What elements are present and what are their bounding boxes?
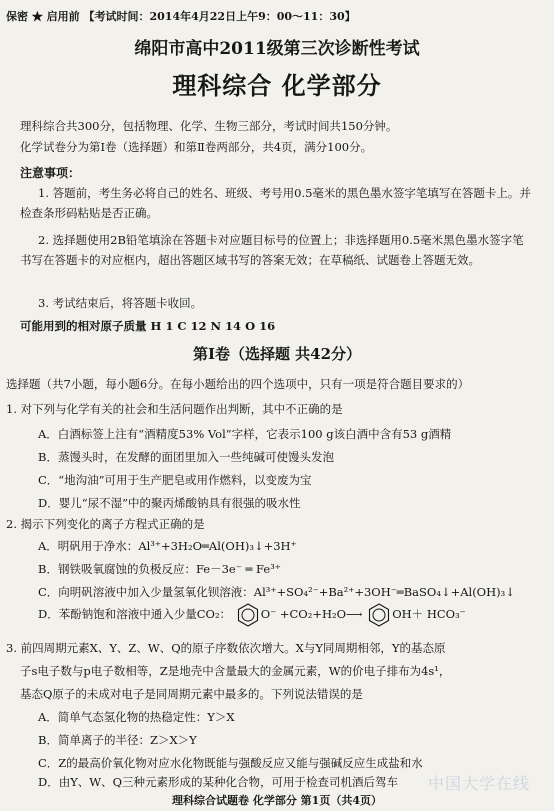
- section-description: 选择题（共7小题，每小题6分。在每小题给出的四个选项中，只有一项是符合题目要求的）: [6, 377, 470, 391]
- question-3-line-3: 基态Q原子的未成对电子是同周期元素中最多的。下列说法错误的是: [20, 687, 363, 701]
- question-3-line-1: 3. 前四周期元素X、Y、Z、W、Q的原子序数依次增大。X与Y同周期相邻，Y的基态原: [6, 641, 446, 655]
- page-footer: 理科综合试题卷 化学部分 第1页（共4页）: [172, 794, 382, 807]
- option-a-formula: Al³⁺+3H₂O═Al(OH)₃↓+3H⁺: [138, 539, 297, 553]
- note-2: 2. 选择题使用2B铅笔填涂在答题卡对应题目标号的位置上；非选择题用0.5毫米黑色墨水签字笔书写在答题卡的对应框内，超出答题区域书写的答案无效；在草稿纸、试题卷上答题无效。: [20, 233, 524, 267]
- benzene-ring-icon: [366, 602, 392, 628]
- exam-title: 绵阳市高中2011级第三次诊断性考试: [134, 39, 420, 59]
- section-title: 第Ⅰ卷（选择题 共42分）: [192, 345, 362, 363]
- question-1-option-d: D．婴儿“尿不湿”中的聚丙烯酸钠具有很强的吸水性: [38, 496, 301, 510]
- benzene-ring-icon: [235, 602, 261, 628]
- question-1-option-b: B．蒸馒头时，在发酵的面团里加入一些纯碱可使馒头发泡: [38, 450, 334, 464]
- question-3-line-2: 子s电子数与p电子数相等，Z是地壳中含量最大的金属元素，W的价电子排布为4s¹，: [20, 664, 451, 678]
- question-2-stem: 2. 揭示下列变化的离子方程式正确的是: [6, 517, 205, 531]
- notes-heading: 注意事项：: [20, 166, 81, 180]
- intro-line-2: 化学试卷分为第Ⅰ卷（选择题）和第Ⅱ卷两部分，共4页，满分100分。: [20, 140, 373, 154]
- option-d-middle: O⁻ +CO₂+H₂O⟶: [260, 607, 363, 621]
- option-b-formula: Fe－3e⁻ ═ Fe³⁺: [195, 562, 281, 576]
- atomic-masses: 可能用到的相对原子质量 H 1 C 12 N 14 O 16: [20, 319, 276, 333]
- question-3-option-d: D．由Y、W、Q三种元素形成的某种化合物，可用于检查司机酒后驾车: [38, 775, 399, 789]
- question-1-option-c: C．“地沟油”可用于生产肥皂或用作燃料，以变废为宝: [38, 473, 312, 487]
- option-a-text: A．明矾用于净水：: [38, 539, 139, 553]
- option-c-formula: Al³⁺+SO₄²⁻+Ba²⁺+3OH⁻═BaSO₄↓+Al(OH)₃↓: [253, 585, 515, 599]
- question-2-option-a: [38, 538, 297, 554]
- question-1-stem: 1. 对下列与化学有关的社会和生活问题作出判断，其中不正确的是: [6, 402, 343, 416]
- option-b-text: B．钢铁吸氧腐蚀的负极反应：: [38, 562, 196, 576]
- site-watermark: 中国大学在线: [427, 774, 530, 793]
- question-1-option-a: A．白酒标签上注有“酒精度53% Vol”字样，它表示100 g该白酒中含有53 g酒精: [38, 427, 452, 441]
- question-3-option-c: C．Z的最高价氧化物对应水化物既能与强酸反应又能与强碱反应生成盐和水: [38, 756, 423, 770]
- option-c-text: C．向明矾溶液中加入少量氢氧化钡溶液：: [38, 585, 254, 599]
- question-2-option-d: [38, 602, 466, 628]
- note-1: 1. 答题前，考生务必将自己的姓名、班级、考号用0.5毫米的黑色墨水签字笔填写在答题卡上。并检查条形码粘贴是否正确。: [20, 186, 531, 220]
- question-2-option-b: [38, 561, 281, 577]
- option-d-end: OH＋ HCO₃⁻: [392, 607, 466, 621]
- confidential-header: 保密 ★ 启用前 【考试时间：2014年4月22日上午9：00～11：30】: [6, 10, 356, 23]
- intro-line-1: 理科综合共300分，包括物理、化学、生物三部分，考试时间共150分钟。: [20, 119, 398, 133]
- note-3: 3. 考试结束后，将答题卡收回。: [38, 296, 203, 310]
- option-d-text: D．苯酚钠饱和溶液中通入少量CO₂：: [38, 607, 232, 621]
- subject-title: 理科综合 化学部分: [172, 71, 382, 100]
- question-3-option-b: B．简单离子的半径：Z＞X＞Y: [38, 733, 197, 747]
- question-2-option-c: [38, 584, 515, 600]
- question-3-option-a: A．简单气态氢化物的热稳定性：Y＞X: [38, 710, 235, 724]
